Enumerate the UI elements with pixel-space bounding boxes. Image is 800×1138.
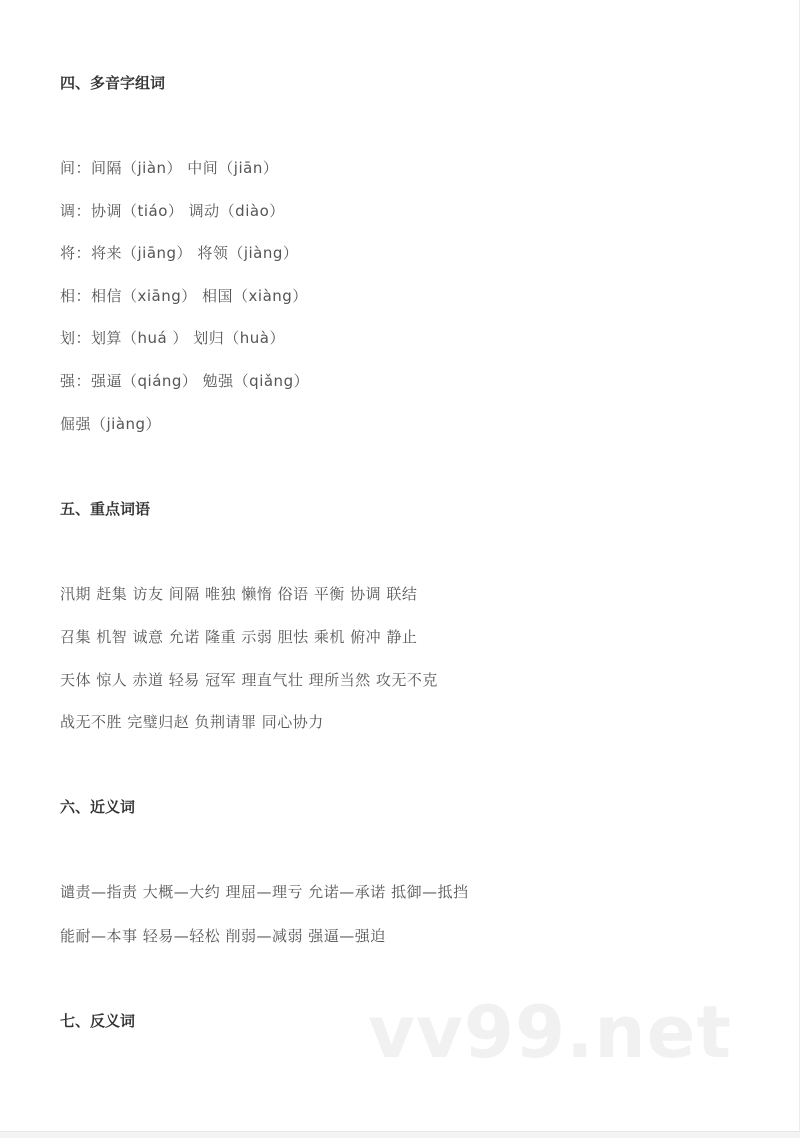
key-words-line-4: 战无不胜 完璧归赵 负荆请罪 同心协力 (60, 713, 324, 731)
key-words-line-1: 汛期 赶集 访友 间隔 唯独 懒惰 俗语 平衡 协调 联结 (60, 585, 418, 603)
polyphonic-line-jiang: 将：将来（jiāng） 将领（jiàng） (60, 244, 299, 262)
polyphonic-line-qiang: 强：强逼（qiáng） 勉强（qiǎng） (60, 372, 310, 390)
section-title-antonyms: 七、反义词 (60, 1012, 136, 1030)
polyphonic-line-tiao: 调：协调（tiáo） 调动（diào） (60, 202, 285, 220)
key-words-line-2: 召集 机智 诚意 允诺 隆重 示弱 胆怯 乘机 俯冲 静止 (60, 628, 418, 646)
polyphonic-line-hua: 划：划算（huá ） 划归（huà） (60, 329, 285, 347)
section-title-key-words: 五、重点词语 (60, 500, 151, 518)
section-title-polyphonic: 四、多音字组词 (60, 74, 166, 92)
polyphonic-line-juejiang: 倔强（jiàng） (60, 415, 162, 433)
section-title-synonyms: 六、近义词 (60, 798, 136, 816)
key-words-line-3: 天体 惊人 赤道 轻易 冠军 理直气壮 理所当然 攻无不克 (60, 671, 438, 689)
polyphonic-line-xiang: 相：相信（xiāng） 相国（xiàng） (60, 287, 308, 305)
synonyms-line-2: 能耐—本事 轻易—轻松 削弱—减弱 强逼—强迫 (60, 927, 386, 945)
watermark-text: vv99.net (368, 990, 732, 1074)
polyphonic-line-jian: 间：间隔（jiàn） 中间（jiān） (60, 159, 279, 177)
synonyms-line-1: 谴责—指责 大概—大约 理屈—理亏 允诺—承诺 抵御—抵挡 (60, 883, 469, 901)
